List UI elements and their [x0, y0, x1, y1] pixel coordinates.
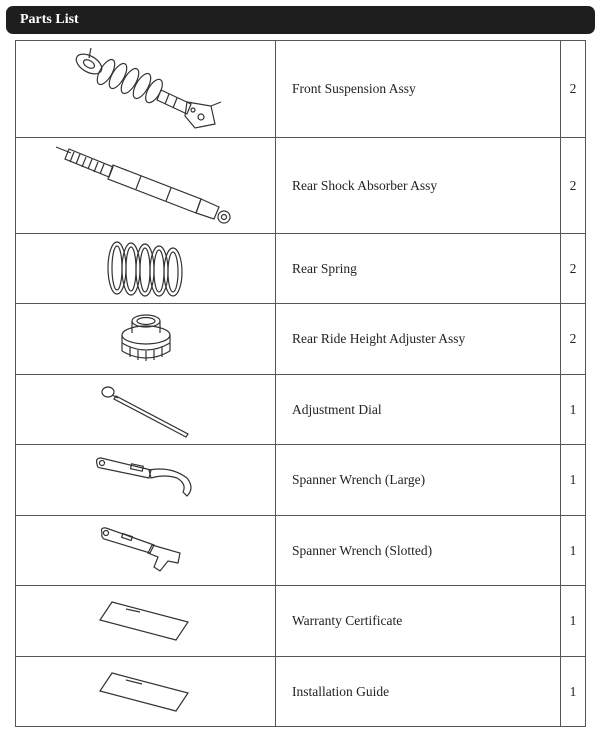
- table-row: [16, 586, 586, 657]
- part-name-cell: [276, 445, 561, 516]
- table-row: [16, 445, 586, 516]
- part-qty-cell: [561, 657, 586, 727]
- parts-list-header: [6, 6, 595, 34]
- ride-height-adjuster-icon: [106, 307, 186, 371]
- rear-shock-absorber-icon: [51, 141, 241, 231]
- part-name-cell: [276, 304, 561, 375]
- part-image-cell: [16, 375, 276, 445]
- part-image-cell: [16, 445, 276, 516]
- part-qty-cell: [561, 375, 586, 445]
- part-name-cell: [276, 375, 561, 445]
- part-quantity: 1: [569, 401, 577, 417]
- part-name: Installation Guide: [292, 683, 390, 699]
- warranty-certificate-icon: [96, 596, 196, 646]
- parts-list-title: Parts List: [20, 12, 79, 27]
- part-name-cell: [276, 234, 561, 304]
- front-suspension-icon: [61, 44, 231, 134]
- parts-table: [15, 40, 586, 727]
- part-quantity: 2: [569, 260, 577, 276]
- spanner-wrench-slotted-icon: [96, 523, 196, 579]
- table-row: [16, 138, 586, 234]
- part-image-cell: [16, 586, 276, 657]
- part-name-cell: [276, 657, 561, 727]
- part-name-cell: [276, 138, 561, 234]
- part-qty-cell: [561, 234, 586, 304]
- part-name: Rear Spring: [292, 260, 357, 276]
- table-row: [16, 375, 586, 445]
- table-row: [16, 41, 586, 138]
- part-quantity: 2: [569, 81, 577, 96]
- part-quantity: 2: [569, 177, 577, 193]
- table-row: [16, 304, 586, 375]
- part-name: Rear Ride Height Adjuster Assy: [292, 331, 466, 346]
- spanner-wrench-large-icon: [91, 452, 201, 508]
- part-image-cell: [16, 138, 276, 234]
- part-image-cell: [16, 657, 276, 727]
- part-qty-cell: [561, 304, 586, 375]
- part-qty-cell: [561, 138, 586, 234]
- part-name: Front Suspension Assy: [292, 81, 416, 96]
- installation-guide-icon: [96, 667, 196, 717]
- rear-spring-icon: [101, 236, 191, 302]
- part-quantity: 1: [569, 472, 577, 487]
- table-row: [16, 234, 586, 304]
- part-name: Adjustment Dial: [292, 401, 382, 417]
- part-name: Spanner Wrench (Large): [292, 472, 426, 487]
- table-row: [16, 516, 586, 586]
- part-image-cell: [16, 41, 276, 138]
- part-qty-cell: [561, 41, 586, 138]
- part-name-cell: [276, 41, 561, 138]
- table-row: [16, 657, 586, 727]
- part-name: Rear Shock Absorber Assy: [292, 177, 438, 193]
- part-name-cell: [276, 586, 561, 657]
- part-image-cell: [16, 516, 276, 586]
- adjustment-dial-icon: [96, 380, 196, 440]
- part-quantity: 1: [569, 683, 577, 699]
- part-quantity: 1: [569, 542, 577, 558]
- part-image-cell: [16, 304, 276, 375]
- part-quantity: 1: [569, 613, 577, 628]
- part-quantity: 2: [569, 331, 577, 346]
- part-qty-cell: [561, 586, 586, 657]
- part-name-cell: [276, 516, 561, 586]
- part-image-cell: [16, 234, 276, 304]
- part-name: Spanner Wrench (Slotted): [292, 542, 433, 558]
- part-qty-cell: [561, 516, 586, 586]
- part-qty-cell: [561, 445, 586, 516]
- part-name: Warranty Certificate: [292, 613, 403, 628]
